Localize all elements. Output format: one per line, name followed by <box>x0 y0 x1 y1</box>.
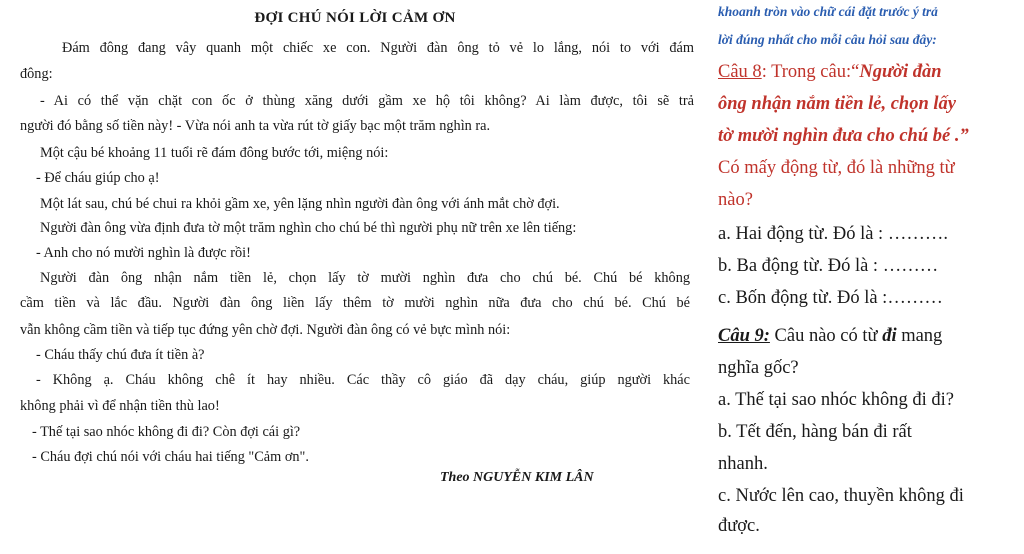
question-8-quote: ông nhận nắm tiền lẻ, chọn lấy <box>718 94 956 114</box>
story-line: Người đàn ông vừa định đưa tờ một trăm nghìn cho chú bé thì người phụ nữ trên xe lên tiếng: <box>40 220 577 236</box>
question-9-text: nghĩa gốc? <box>718 358 799 378</box>
question-8-quote: tờ mười nghìn đưa cho chú bé .” <box>718 126 969 146</box>
instruction-line: khoanh tròn vào chữ cái đặt trước ý trả <box>718 4 938 19</box>
story-line: - Thế tại sao nhóc không đi đi? Còn đợi cái gì? <box>32 424 301 440</box>
story-line: Một cậu bé khoảng 11 tuổi rẽ đám đông bước tới, miệng nói: <box>40 145 389 161</box>
question-9-option-a: a. Thế tại sao nhóc không đi đi? <box>718 390 954 410</box>
story-line: - Không ạ. Cháu không chê ít hay nhiều. Các thầy cô giáo đã dạy cháu, giúp người khác <box>36 372 690 388</box>
story-title: ĐỢI CHÚ NÓI LỜI CẢM ƠN <box>254 10 456 26</box>
story-line: - Cháu đợi chú nói với cháu hai tiếng "Cảm ơn". <box>32 449 309 465</box>
story-line: Một lát sau, chú bé chui ra khỏi gầm xe, yên lặng nhìn người đàn ông với ánh mắt chờ đợi. <box>40 196 560 212</box>
question-8-option-c: c. Bốn động từ. Đó là :……… <box>718 288 943 308</box>
story-line: không phải vì để nhận tiền thù lao! <box>20 398 220 414</box>
story-line: người đó bằng số tiền này! - Vừa nói anh ta vừa rút tờ giấy bạc một trăm nghìn ra. <box>20 118 491 134</box>
story-author: Theo NGUYỄN KIM LÂN <box>440 470 594 485</box>
story-line: vẫn không cầm tiền và tiếp tục đứng yên chờ đợi. Người đàn ông có vẻ bực mình nói: <box>20 322 511 338</box>
question-8-ask: Có mấy động từ, đó là những từ <box>718 158 955 178</box>
question-8-ask: nào? <box>718 190 753 210</box>
question-9-text: Câu nào có từ <box>769 326 883 346</box>
question-8-lead: : Trong câu:“ <box>761 62 860 82</box>
questions-panel <box>712 0 1024 554</box>
story-line: Đám đông đang vây quanh một chiếc xe con. Người đàn ông tỏ vẻ lo lắng, nói to với đám <box>62 40 694 56</box>
question-9-option-c: c. Nước lên cao, thuyền không đi <box>718 486 964 506</box>
story-line: - Để cháu giúp cho ạ! <box>36 170 160 186</box>
story-line: - Cháu thấy chú đưa ít tiền à? <box>36 347 205 363</box>
question-9-heading <box>718 326 942 347</box>
story-line: Người đàn ông nhận nắm tiền lẻ, chọn lấy tờ mười nghìn đưa cho chú bé. Chú bé không <box>40 270 690 286</box>
story-line: - Anh cho nó mười nghìn là được rồi! <box>36 245 251 261</box>
story-line: cầm tiền và lắc đầu. Người đàn ông liền lấy thêm tờ mười nghìn nữa đưa cho chú bé. Chú bé <box>20 295 690 311</box>
story-line: đông: <box>20 66 53 82</box>
question-9-keyword: đi <box>882 326 897 346</box>
question-9-label: Câu 9: <box>718 326 770 346</box>
question-9-option-c-cont: được. <box>718 516 760 536</box>
question-9-text: mang <box>896 326 943 346</box>
instruction-line: lời đúng nhất cho mỗi câu hỏi sau đây: <box>718 32 937 47</box>
story-line: - Ai có thể vặn chặt con ốc ở thùng xăng dưới gầm xe hộ tôi không? Ai làm được, tôi sẽ trả <box>40 93 694 109</box>
question-8-label: Câu 8 <box>718 62 762 82</box>
question-8-option-a: a. Hai động từ. Đó là : ………. <box>718 224 948 244</box>
question-9-option-b: b. Tết đến, hàng bán đi rất <box>718 422 912 442</box>
question-8-heading <box>718 62 942 83</box>
question-9-option-b-cont: nhanh. <box>718 454 768 474</box>
question-8-option-b: b. Ba động từ. Đó là : ……… <box>718 256 939 276</box>
question-8-quote: Người đàn <box>859 62 942 82</box>
